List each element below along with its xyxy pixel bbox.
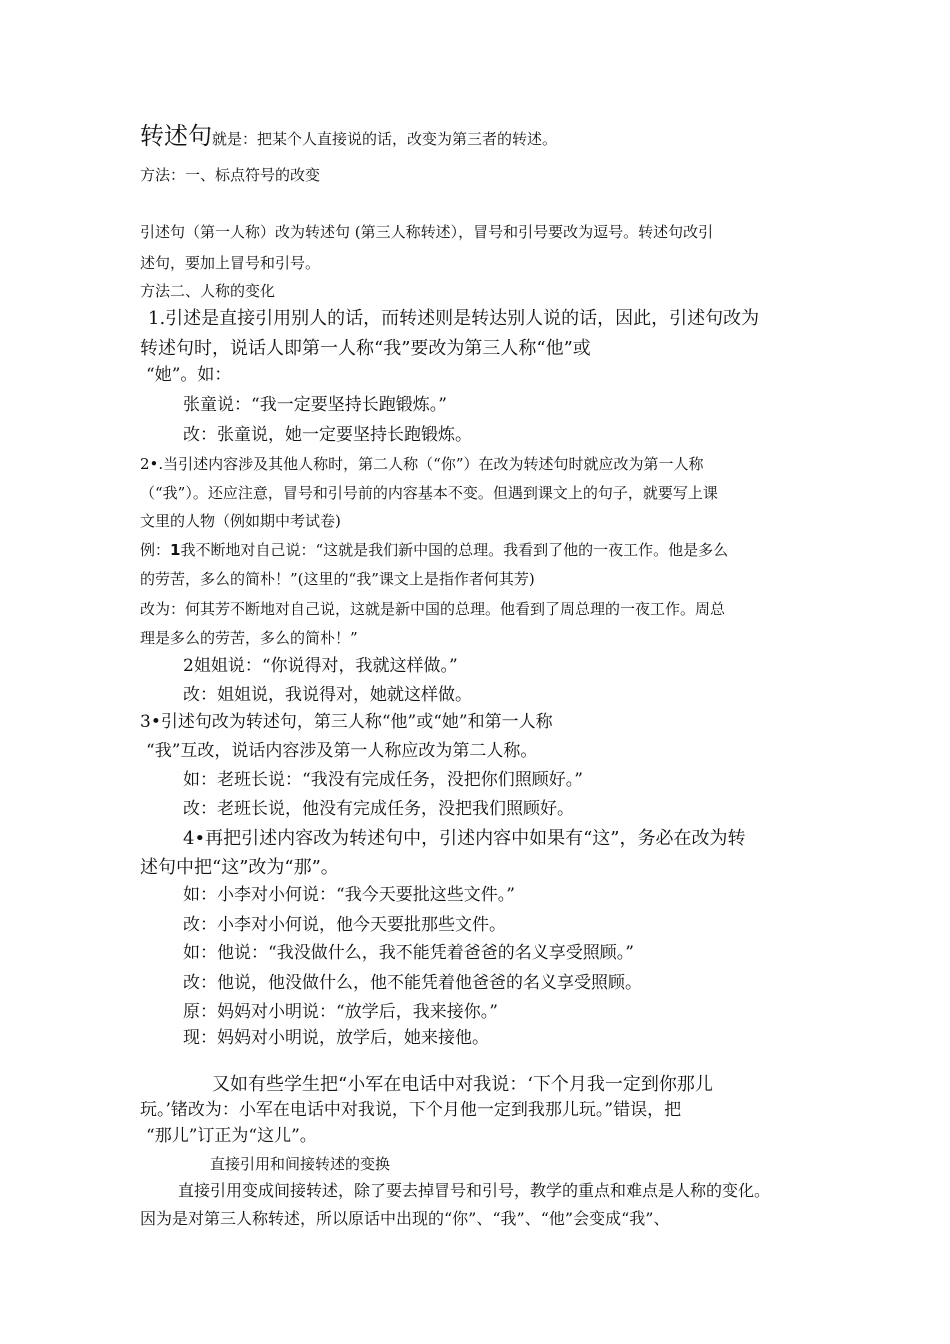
rule2-line: （“我”）。还应注意，冒号和引号前的内容基本不变。但遇到课文上的句子，就要写上课 xyxy=(140,484,718,502)
section2-heading: 直接引用和间接转述的变换 xyxy=(210,1155,391,1173)
rule4-example: 原：妈妈对小明说：“放学后，我来接你。” xyxy=(183,1002,498,1022)
rule2-example2: 2姐姐说：“你说得对，我就这样做。” xyxy=(183,656,458,676)
rule2-answer2: 改：姐姐说，我说得对，她就这样做。 xyxy=(183,685,472,705)
section2-line: 因为是对第三人称转述，所以原话中出现的“你”、“我”、“他”会变成“我”、 xyxy=(140,1209,670,1228)
rule2-line: 2•.当引述内容涉及其他人称时，第二人称（“你”）在改为转述句时就应改为第一人称 xyxy=(140,455,704,473)
rule4-answer: 现：妈妈对小明说，放学后，她来接他。 xyxy=(183,1028,489,1048)
rule1-example: 张童说：“我一定要坚持长跑锻炼。” xyxy=(183,395,447,415)
note-line: 又如有些学生把“小军在电话中对我说：‘下个月我一定到你那儿 xyxy=(212,1074,713,1095)
method2-heading: 方法二、人称的变化 xyxy=(140,282,276,300)
rule2-example1-line xyxy=(140,543,728,558)
rule1-line: 转述句时，说话人即第一人称“我”要改为第三人称“他”或 xyxy=(140,338,591,359)
example-number: 1 xyxy=(170,541,181,559)
note-line: 玩。’锗改为：小军在电话中对我说，下个月他一定到我那儿玩。”错误，把 xyxy=(140,1100,682,1120)
method1-para-line: 引述句（第一人称）改为转述句 (第三人称转述），冒号和引号要改为逗号。转述句改引 xyxy=(140,223,714,241)
title-heading: 转述句 xyxy=(140,122,212,150)
rule3-example: 如：老班长说：“我没有完成任务，没把你们照顾好。” xyxy=(183,770,583,790)
rule2-answer1-line: 改为：何其芳不断地对自己说，这就是新中国的总理。他看到了周总理的一夜工作。周总 xyxy=(140,600,726,618)
note-line: “那儿”订正为“这儿”。 xyxy=(146,1126,317,1146)
title-line xyxy=(140,124,557,148)
example-text: 我不断地对自己说：“这就是我们新中国的总理。我看到了他的一夜工作。他是多么 xyxy=(180,541,729,559)
method1-heading: 方法：一、标点符号的改变 xyxy=(140,166,321,184)
rule4-example: 如：小李对小何说：“我今天要批这些文件。” xyxy=(183,885,515,905)
example-prefix: 例： xyxy=(140,541,171,559)
section2-line: 直接引用变成间接转述，除了要去掉冒号和引号，教学的重点和难点是人称的变化。 xyxy=(178,1181,771,1200)
rule4-line: 述句中把“这”改为“那”。 xyxy=(140,857,339,878)
rule2-line: 文里的人物（例如期中考试卷) xyxy=(140,512,341,530)
rule1-line: 1.引述是直接引用别人的话，而转述则是转达别人说的话，因此，引述句改为 xyxy=(148,308,760,329)
rule3-line: “我”互改，说话内容涉及第一人称应改为第二人称。 xyxy=(146,741,538,761)
rule2-example1-line: 的劳苦，多么的简朴！”(这里的“我”课文上是指作者何其芳) xyxy=(140,570,535,588)
rule4-line: 4•再把引述内容改为转述句中，引述内容中如果有“这”，务必在改为转 xyxy=(183,828,746,849)
rule3-answer: 改：老班长说，他没有完成任务，没把我们照顾好。 xyxy=(183,799,574,819)
rule4-answer: 改：小李对小何说，他今天要批那些文件。 xyxy=(183,915,506,935)
rule4-example: 如：他说：“我没做什么，我不能凭着爸爸的名义享受照顾。” xyxy=(183,943,634,963)
rule3-line: 3•引述句改为转述句，第三人称“他”或“她”和第一人称 xyxy=(140,712,553,732)
rule2-answer1-line: 理是多么的劳苦，多么的简朴！” xyxy=(140,629,358,647)
rule4-answer: 改：他说，他没做什么，他不能凭着他爸爸的名义享受照顾。 xyxy=(183,973,642,993)
title-definition: 就是：把某个人直接说的话，改变为第三者的转述。 xyxy=(212,130,558,148)
rule1-answer: 改：张童说，她一定要坚持长跑锻炼。 xyxy=(183,425,472,445)
rule1-line: “她”。如： xyxy=(146,365,232,385)
method1-para-line: 述句，要加上冒号和引号。 xyxy=(140,254,321,272)
